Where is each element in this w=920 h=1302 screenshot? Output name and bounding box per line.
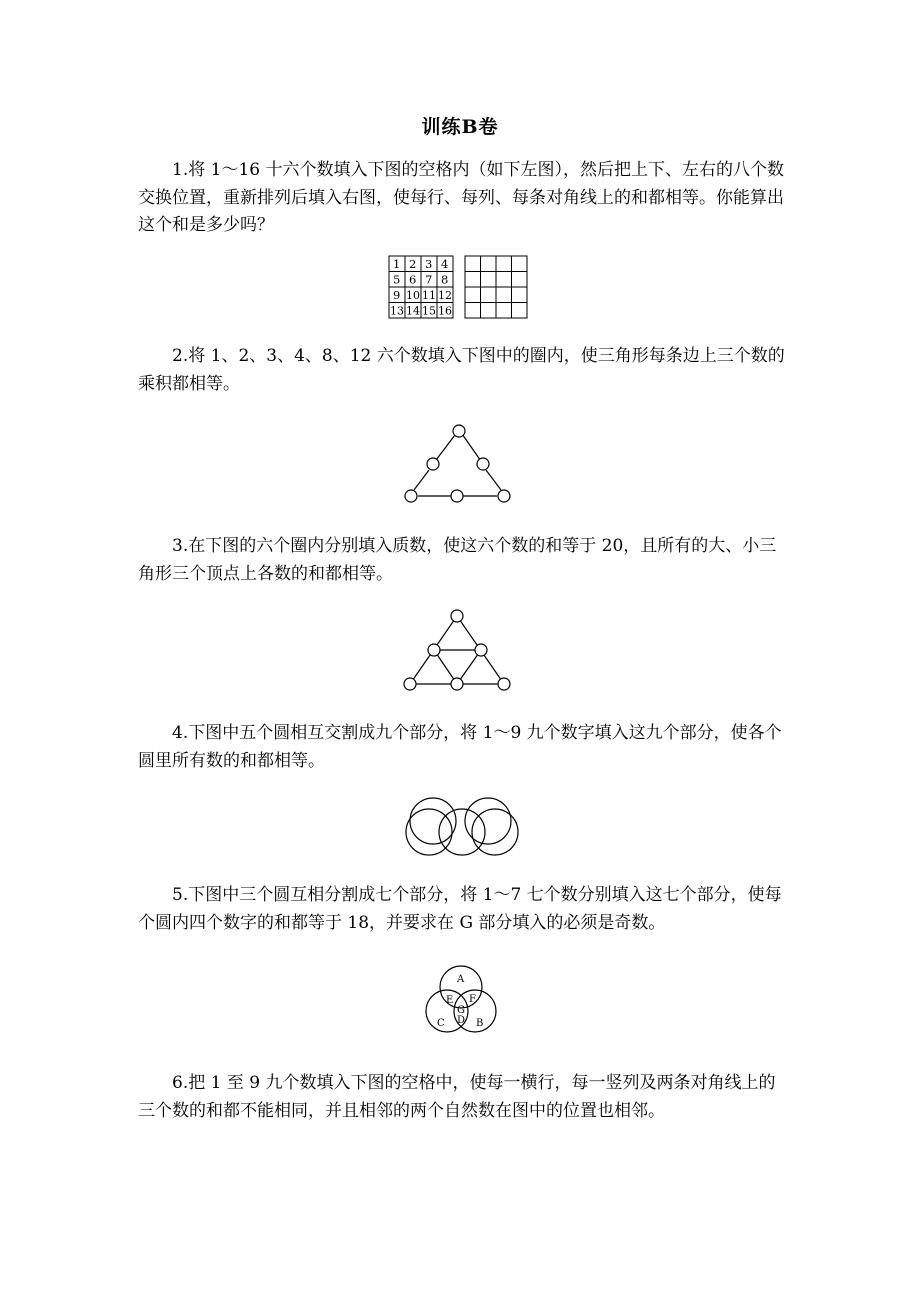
grid-cell-4: 4 [441,257,449,271]
grid-cell-10: 10 [406,288,420,302]
grid-cell-5: 5 [393,272,401,287]
problem-6-text: 把 1 至 9 九个数填入下图的空格中，使每一横行，每一竖列及两条对角线上的三个数的和都不能相同，并且相邻的两个自然数在图中的位置也相邻。 [138,1073,776,1121]
problem-2-text: 将 1、2、3、4、8、12 六个数填入下图中的圈内，使三角形每条边上三个数的乘积都相等。 [138,346,785,394]
problem-5-text: 下图中三个圆互相分割成七个部分，将 1～7 七个数分别填入这七个部分，使每个圆内四个数字的和都等于 18，并要求在 G 部分填入的必须是奇数。 [138,885,782,933]
venn-label-d: D [457,1015,466,1026]
problem-4-text: 下图中五个圆相互交割成九个部分，将 1～9 九个数字填入这九个部分，使各个圆里所有数的和都相等。 [138,723,782,771]
problem-2 [138,343,786,398]
grid-cell-2: 2 [409,257,417,271]
problem-4 [138,720,786,775]
problem-3 [138,533,786,588]
venn-label-c: C [437,1018,445,1029]
empty-grid [465,256,527,318]
problem-3-number: 3. [172,536,189,556]
venn-label-a: A [457,974,465,985]
problem-4-number: 4. [172,723,189,743]
grid-cell-11: 11 [422,288,436,302]
grid-cell-13: 13 [390,303,404,318]
triangle-six-circles [400,420,520,506]
grid-cell-14: 14 [406,303,420,318]
problem-2-number: 2. [172,346,189,366]
grid-cell-15: 15 [422,303,436,318]
problem-6 [138,1070,786,1125]
venn-label-b: B [476,1018,484,1029]
problem-1-text: 将 1～16 十六个数填入下图的空格内（如下左图），然后把上下、左右的八个数交换位置，重新排列后填入右图，使每行、每列、每条对角线上的和都相等。你能算出这个和是多少吗？ [138,160,784,235]
grid-cell-1: 1 [393,257,401,271]
triangle-inner-triangle [402,605,518,693]
problem-5-number: 5. [172,885,189,905]
venn-label-g: G [457,1005,465,1016]
grid-cell-9: 9 [393,288,401,302]
problem-3-text: 在下图的六个圈内分别填入质数，使这六个数的和等于 20，且所有的大、小三角形三个顶点上各数的和都相等。 [138,536,777,584]
problem-6-number: 6. [172,1073,189,1093]
problem-1 [138,157,786,240]
problem-5 [138,882,786,937]
grid-cell-3: 3 [425,257,433,271]
grid-cell-8: 8 [441,272,449,287]
grid-cell-7: 7 [425,272,433,287]
grid-cell-12: 12 [438,288,452,302]
grid-figures [388,255,530,321]
venn-diagram [419,963,503,1043]
problem-1-number: 1. [172,160,189,180]
grid-cell-6: 6 [409,272,417,287]
five-circles [400,790,524,860]
grid-cell-16: 16 [438,303,452,318]
page-title: 训练B卷 [421,116,499,138]
venn-label-f: F [469,994,476,1005]
venn-label-e: E [446,995,454,1006]
